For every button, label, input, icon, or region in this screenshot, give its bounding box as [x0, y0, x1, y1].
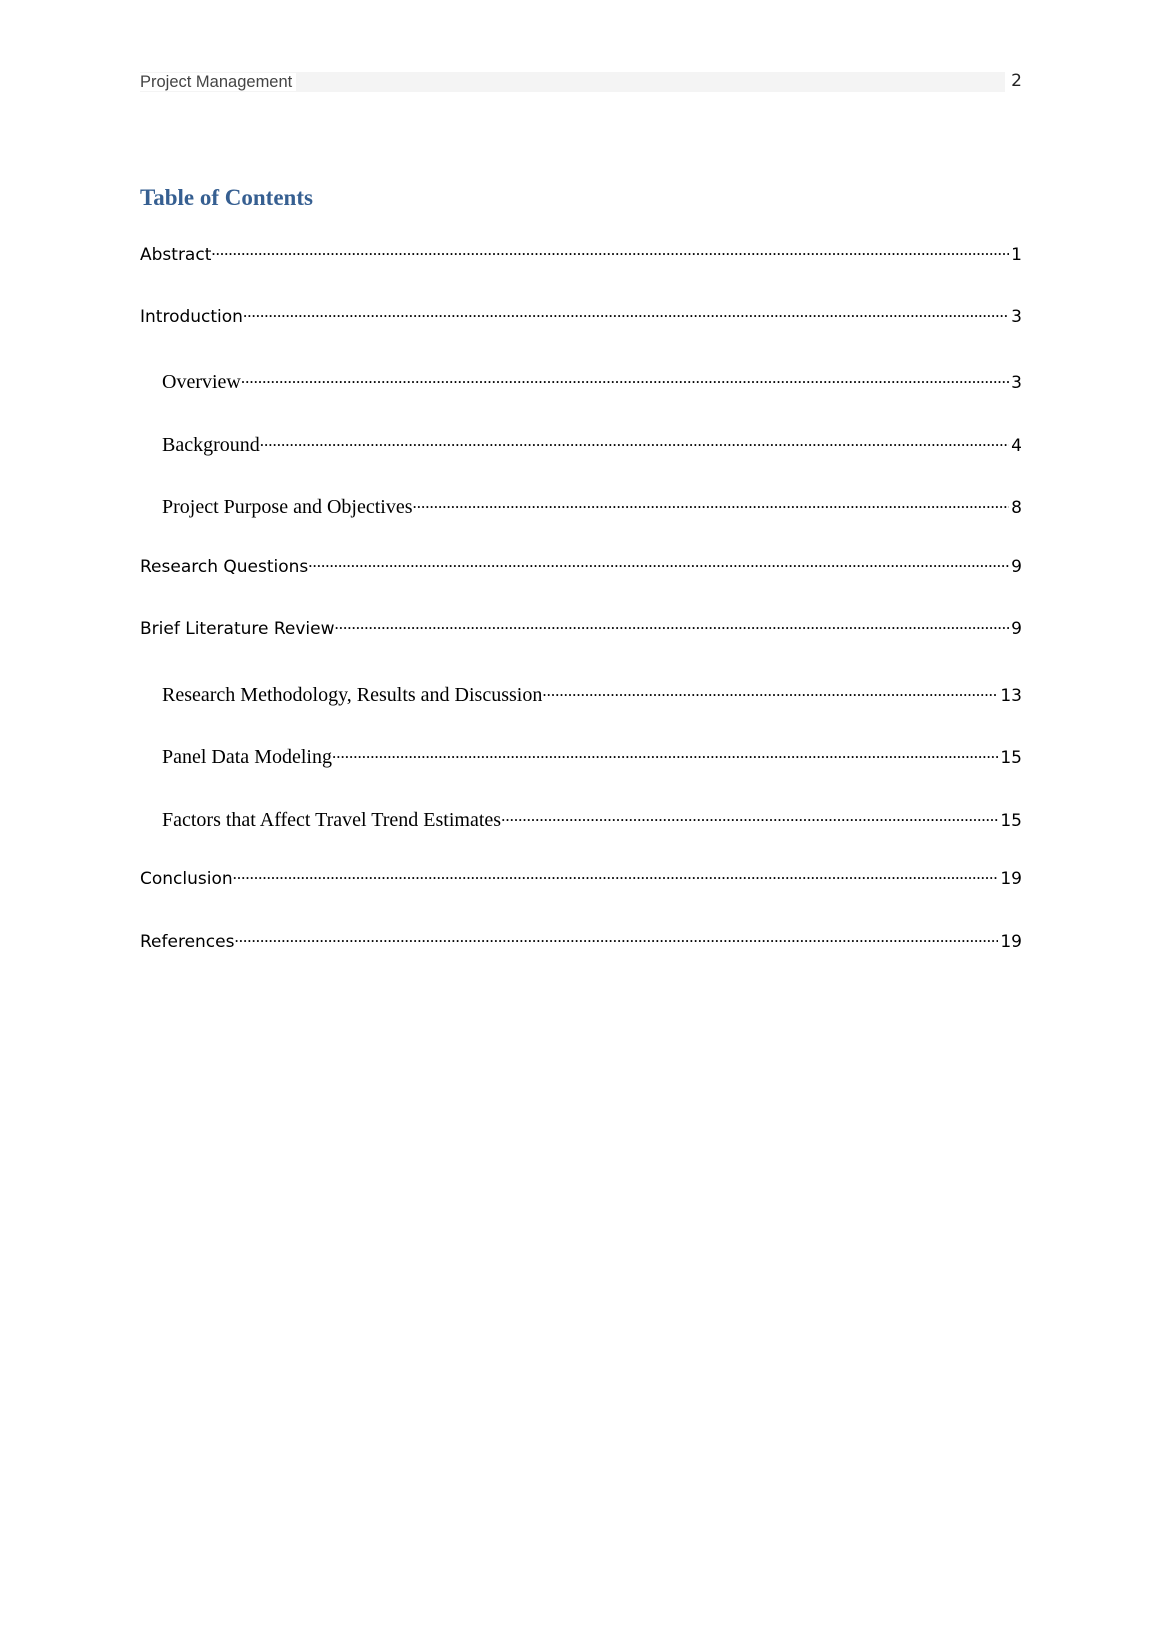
toc-entry-page: 15 [1000, 811, 1022, 831]
toc-entry-page: 8 [1011, 498, 1022, 518]
toc-entry-label: Project Purpose and Objectives [162, 496, 413, 518]
toc-entry-label: Factors that Affect Travel Trend Estimates [162, 809, 502, 831]
toc-entry-conclusion[interactable] [140, 864, 1022, 890]
toc-entry-overview[interactable] [140, 364, 1022, 393]
toc-entry-label: Research Questions [140, 557, 309, 578]
toc-dot-leader [335, 614, 1010, 634]
header-page-number: 2 [1005, 70, 1022, 92]
toc-entry-label: Abstract [140, 245, 212, 266]
toc-entry-page: 1 [1011, 245, 1022, 266]
toc-entry-travel-trend-factors[interactable] [140, 802, 1022, 831]
toc-entry-label: Introduction [140, 307, 243, 328]
toc-entry-research-methodology[interactable] [140, 677, 1022, 706]
toc-dot-leader [211, 240, 1009, 260]
toc-entry-page: 15 [1000, 748, 1022, 768]
toc-entry-page: 3 [1011, 307, 1022, 328]
toc-entry-label: Overview [162, 371, 241, 393]
toc-entry-project-purpose[interactable] [140, 489, 1022, 518]
toc-entry-label: Background [162, 434, 260, 456]
toc-entry-background[interactable] [140, 427, 1022, 456]
toc-entry-page: 9 [1011, 619, 1022, 640]
toc-dot-leader [243, 302, 1009, 322]
toc-entry-page: 9 [1011, 557, 1022, 578]
toc-entry-introduction[interactable] [140, 302, 1022, 328]
toc-entry-panel-data-modeling[interactable] [140, 739, 1022, 768]
toc-dot-leader [233, 864, 999, 884]
toc-entry-page: 3 [1011, 373, 1022, 393]
toc-dot-leader [241, 364, 1009, 388]
toc-dot-leader [308, 552, 1009, 572]
toc-dot-leader [501, 802, 998, 826]
toc-entry-references[interactable] [140, 927, 1022, 953]
toc-entry-label: Brief Literature Review [140, 619, 335, 640]
toc-dot-leader [413, 489, 1010, 513]
header-title: Project Management [140, 73, 296, 91]
toc-entry-abstract[interactable] [140, 240, 1022, 266]
toc-entry-research-questions[interactable] [140, 552, 1022, 578]
toc-entry-label: Conclusion [140, 869, 233, 890]
page-header [140, 72, 1022, 92]
toc-entry-page: 19 [1000, 932, 1022, 953]
toc-heading: Table of Contents [140, 185, 313, 210]
toc-entry-literature-review[interactable] [140, 614, 1022, 640]
toc-dot-leader [542, 677, 998, 701]
toc-entry-label: Panel Data Modeling [162, 746, 332, 768]
toc-dot-leader [260, 427, 1009, 451]
toc-entry-page: 19 [1000, 869, 1022, 890]
toc-entry-label: Research Methodology, Results and Discussion [162, 684, 543, 706]
toc-entry-page: 13 [1000, 686, 1022, 706]
toc-entry-page: 4 [1011, 436, 1022, 456]
toc-dot-leader [332, 739, 998, 763]
toc-dot-leader [234, 927, 998, 947]
toc-entry-label: References [140, 932, 235, 953]
